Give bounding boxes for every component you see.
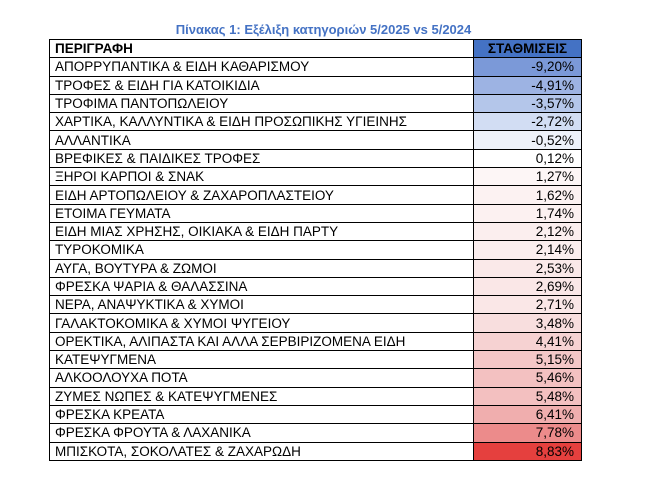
- row-weight: 2,12%: [474, 222, 582, 240]
- row-category: ΕΤΟΙΜΑ ΓΕΥΜΑΤΑ: [50, 204, 474, 222]
- row-category: ΞΗΡΟΙ ΚΑΡΠΟΙ & ΣΝΑΚ: [50, 168, 474, 186]
- row-category: ΦΡΕΣΚΑ ΚΡΕΑΤΑ: [50, 405, 474, 423]
- row-weight: 2,71%: [474, 296, 582, 314]
- table-row: [50, 405, 582, 423]
- row-category: ΧΑΡΤΙΚΑ, ΚΑΛΛΥΝΤΙΚΑ & ΕΙΔΗ ΠΡΟΣΩΠΙΚΗΣ ΥΓΙΕΙΝΗΣ: [50, 113, 474, 131]
- header-description: ΠΕΡΙΓΡΑΦΗ: [50, 40, 474, 58]
- table-row: [50, 442, 582, 460]
- table-row: [50, 296, 582, 314]
- table-row: [50, 332, 582, 350]
- row-category: ΟΡΕΚΤΙΚΑ, ΑΛΙΠΑΣΤΑ ΚΑΙ ΑΛΛΑ ΣΕΡΒΙΡΙΖΟΜΕΝΑ ΕΙΔΗ: [50, 332, 474, 350]
- table-row: [50, 113, 582, 131]
- header-weights: ΣΤΑΘΜΙΣΕΙΣ: [474, 40, 582, 58]
- table-row: [50, 58, 582, 76]
- table-row: [50, 241, 582, 259]
- row-category: ΑΠΟΡΡΥΠΑΝΤΙΚΑ & ΕΙΔΗ ΚΑΘΑΡΙΣΜΟΥ: [50, 58, 474, 76]
- row-weight: -0,52%: [474, 131, 582, 149]
- row-weight: 1,27%: [474, 168, 582, 186]
- row-category: ΑΥΓΑ, ΒΟΥΤΥΡΑ & ΖΩΜΟΙ: [50, 259, 474, 277]
- row-weight: -9,20%: [474, 58, 582, 76]
- row-weight: 8,83%: [474, 442, 582, 460]
- table-row: [50, 76, 582, 94]
- table-caption: Πίνακας 1: Εξέλιξη κατηγοριών 5/2025 vs 5/2024: [175, 22, 472, 37]
- row-weight: 5,15%: [474, 351, 582, 369]
- table-row: [50, 168, 582, 186]
- row-weight: 1,74%: [474, 204, 582, 222]
- row-weight: 5,48%: [474, 387, 582, 405]
- table-row: [50, 424, 582, 442]
- row-weight: -2,72%: [474, 113, 582, 131]
- row-category: ΑΛΛΑΝΤΙΚΑ: [50, 131, 474, 149]
- row-category: ΖΥΜΕΣ ΝΩΠΕΣ & ΚΑΤΕΨΥΓΜΕΝΕΣ: [50, 387, 474, 405]
- row-category: ΤΥΡΟΚΟΜΙΚΑ: [50, 241, 474, 259]
- table-row: [50, 259, 582, 277]
- row-weight: 5,46%: [474, 369, 582, 387]
- row-weight: 7,78%: [474, 424, 582, 442]
- table-row: [50, 387, 582, 405]
- row-category: ΚΑΤΕΨΥΓΜΕΝΑ: [50, 351, 474, 369]
- row-category: ΤΡΟΦΙΜΑ ΠΑΝΤΟΠΩΛΕΙΟΥ: [50, 94, 474, 112]
- row-weight: 2,53%: [474, 259, 582, 277]
- row-weight: 2,69%: [474, 277, 582, 295]
- table-row: [50, 204, 582, 222]
- row-weight: 6,41%: [474, 405, 582, 423]
- row-weight: 2,14%: [474, 241, 582, 259]
- row-category: ΕΙΔΗ ΑΡΤΟΠΩΛΕΙΟΥ & ΖΑΧΑΡΟΠΛΑΣΤΕΙΟΥ: [50, 186, 474, 204]
- table-row: [50, 369, 582, 387]
- table-row: [50, 314, 582, 332]
- table-row: [50, 186, 582, 204]
- row-category: ΝΕΡΑ, ΑΝΑΨΥΚΤΙΚΑ & ΧΥΜΟΙ: [50, 296, 474, 314]
- row-category: ΕΙΔΗ ΜΙΑΣ ΧΡΗΣΗΣ, ΟΙΚΙΑΚΑ & ΕΙΔΗ ΠΑΡΤΥ: [50, 222, 474, 240]
- row-weight: -3,57%: [474, 94, 582, 112]
- row-weight: 1,62%: [474, 186, 582, 204]
- row-category: ΜΠΙΣΚΟΤΑ, ΣΟΚΟΛΑΤΕΣ & ΖΑΧΑΡΩΔΗ: [50, 442, 474, 460]
- row-category: ΓΑΛΑΚΤΟΚΟΜΙΚΑ & ΧΥΜΟΙ ΨΥΓΕΙΟΥ: [50, 314, 474, 332]
- table-row: [50, 149, 582, 167]
- table-row: [50, 131, 582, 149]
- table-row: [50, 94, 582, 112]
- row-weight: -4,91%: [474, 76, 582, 94]
- row-category: ΦΡΕΣΚΑ ΨΑΡΙΑ & ΘΑΛΑΣΣΙΝΑ: [50, 277, 474, 295]
- row-category: ΑΛΚΟΟΛΟΥΧΑ ΠΟΤΑ: [50, 369, 474, 387]
- category-weights-table: [49, 39, 582, 461]
- row-weight: 0,12%: [474, 149, 582, 167]
- row-category: ΤΡΟΦΕΣ & ΕΙΔΗ ΓΙΑ ΚΑΤΟΙΚΙΔΙΑ: [50, 76, 474, 94]
- table-row: [50, 277, 582, 295]
- row-category: ΦΡΕΣΚΑ ΦΡΟΥΤΑ & ΛΑΧΑΝΙΚΑ: [50, 424, 474, 442]
- row-weight: 4,41%: [474, 332, 582, 350]
- row-weight: 3,48%: [474, 314, 582, 332]
- header-row: [50, 40, 582, 58]
- row-category: ΒΡΕΦΙΚΕΣ & ΠΑΙΔΙΚΕΣ ΤΡΟΦΕΣ: [50, 149, 474, 167]
- table-row: [50, 351, 582, 369]
- table-row: [50, 222, 582, 240]
